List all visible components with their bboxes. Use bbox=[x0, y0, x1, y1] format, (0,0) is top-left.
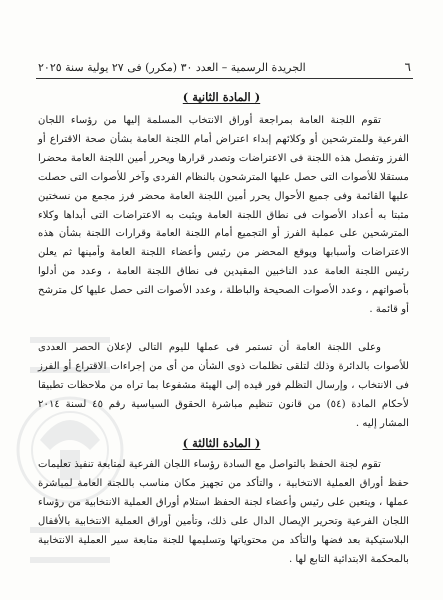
article-2-heading: ( المادة الثانية ) bbox=[182, 90, 261, 104]
article-3-paragraph-1: تقوم لجنة الحفظ بالتواصل مع السادة رؤساء اللجان الفرعية لمتابعة تنفيذ تعليمات حفظ أوراق العملية الانتخابية ، والتأكد من تجهيز مكان مناسب باللجنة العامة لمباشرة عملها ، ويتعين على رئيس وأعضاء لجنة الحفظ استلام أوراق العملية الانتخابية من رؤساء اللجان الفرعية وتحرير الإيصال الدال على ذلك، وتأمين أوراق العملية الانتخابية بالأقفال البلاستيكية بعد فضها والتأكد من محتوياتها وتسليمها للجنة متابعة سير العملية الانتخابية بالمحكمة الابتدائية التابع لها . bbox=[38, 459, 409, 565]
gazette-title: الجريدة الرسمية – العدد ٣٠ (مكرر) فى ٢٧ يولية سنة ٢٠٢٥ bbox=[38, 61, 306, 74]
running-header bbox=[38, 60, 411, 74]
article-3-heading: ( المادة الثالثة ) bbox=[182, 436, 261, 450]
page-number: ٦ bbox=[404, 60, 411, 74]
header-divider bbox=[36, 78, 413, 79]
article-2-paragraph-1: تقوم اللجنة العامة بمراجعة أوراق الانتخاب المسلمة إليها من رؤساء اللجان الفرعية وللمترشحين أو وكلائهم إبداء اعتراض أمام اللجنة العامة بشأن صحة الاقتراع أو الفرز وتفصل هذه اللجنة فى الاعتراضات وتصدر قرارها ويحرر أمين اللجنة العامة محضرا مستقلا للأصوات التى حصل عليها المترشحون بالنظام الفردى وآخر للأصوات التى حصلت عليها القائمة وفى جميع الأحوال يحرر أمين اللجنة العامة محضر فرز مجمع من نسختين مثبتا به أعداد الأصوات فى نطاق اللجنة العامة ويثبت به الاعتراضات التى أبداها وكلاء المترشحين على عملية الفرز أو التجميع أمام اللجنة العامة وقرارات اللجنة بشأن هذه الاعتراضات وأسبابها ويوقع المحضر من رئيس وأعضاء اللجنة العامة وأمينها ثم يعلن رئيس اللجنة العامة عدد الناخبين المقيدين فى نطاق اللجنة العامة ، وعدد من أدلوا بأصواتهم ، وعدد الأصوات الصحيحة والباطلة ، وعدد الأصوات التى حصل عليها كل مترشح أو قائمة . bbox=[38, 115, 409, 316]
article-2-paragraph-2: وعلى اللجنة العامة أن تستمر فى عملها لليوم التالى لإعلان الحصر العددى للأصوات بالدائرة وذلك لتلقى تظلمات ذوى الشأن من أى من إجراءات الاقتراع أو الفرز فى الانتخاب ، وإرسال التظلم فور قيده إلى الهيئة مشفوعا بما تراه من ملاحظات تطبيقا لأحكام المادة (٥٤) من قانون تنظيم مباشرة الحقوق السياسية رقم ٤٥ لسنة ٢٠١٤ المشار إليه . bbox=[38, 342, 409, 429]
